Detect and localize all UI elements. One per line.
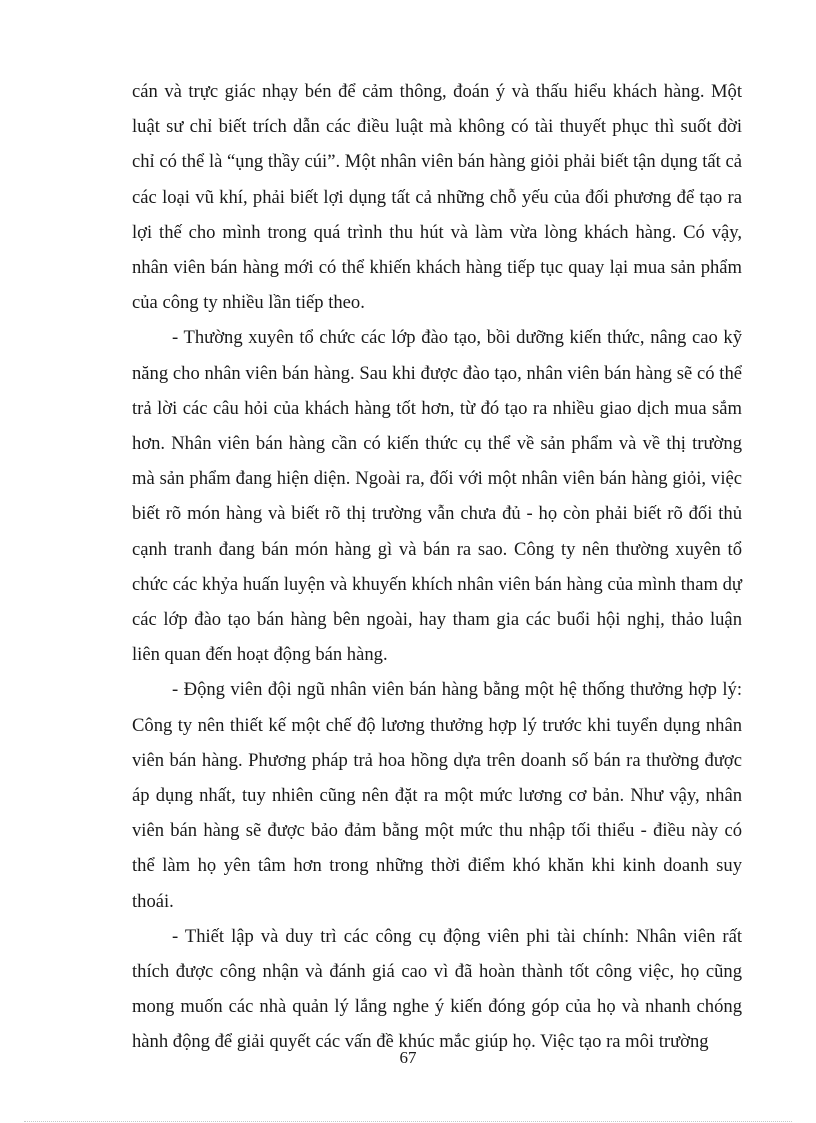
body-text [132,74,742,1060]
page-number: 67 [399,1048,417,1067]
bullet-paragraph-non-financial-motivation: - Thiết lập và duy trì các công cụ động viên phi tài chính: Nhân viên rất thích được công nhận và đánh giá cao vì đã hoàn thành tốt công việc, họ cũng mong muốn các nhà quản lý lắng nghe ý kiến đóng góp của họ và nhanh chóng hành động để giải quyết các vấn đề khúc mắc giúp họ. Việc tạo ra môi trường [132,925,742,1053]
page-bottom-divider [24,1121,792,1122]
bullet-paragraph-reward-system: - Động viên đội ngũ nhân viên bán hàng bằng một hệ thống thưởng hợp lý: Công ty nên thiết kế một chế độ lương thưởng hợp lý trước khi tuyển dụng nhân viên bán hàng. Phương pháp trả hoa hồng dựa trên doanh số bán ra thường được áp dụng nhất, tuy nhiên cũng nên đặt ra một mức lương cơ bản. Như vậy, nhân viên bán hàng sẽ được bảo đảm bằng một mức thu nhập tối thiểu - điều này có thể làm họ yên tâm hơn trong những thời điểm khó khăn khi kinh doanh suy thoái. [132,679,742,912]
paragraph-continuation: cán và trực giác nhạy bén để cảm thông, đoán ý và thấu hiểu khách hàng. Một luật sư chỉ biết trích dẫn các điều luật mà không có tài thuyết phục thì suốt đời chỉ có thể là “ụng thầy cúi”. Một nhân viên bán hàng giỏi phải biết tận dụng tất cả các loại vũ khí, phải biết lợi dụng tất cả những chỗ yếu của đối phương để tạo ra lợi thế cho mình trong quá trình thu hút và làm vừa lòng khách hàng. Có vậy, nhân viên bán hàng mới có thể khiến khách hàng tiếp tục quay lại mua sản phẩm của công ty nhiều lần tiếp theo. [132,81,742,314]
bullet-paragraph-training: - Thường xuyên tổ chức các lớp đào tạo, bồi dưỡng kiến thức, nâng cao kỹ năng cho nhân viên bán hàng. Sau khi được đào tạo, nhân viên bán hàng sẽ có thể trả lời các câu hỏi của khách hàng tốt hơn, từ đó tạo ra nhiều giao dịch mua sắm hơn. Nhân viên bán hàng cần có kiến thức cụ thể về sản phẩm và về thị trường mà sản phẩm đang hiện diện. Ngoài ra, đối với một nhân viên bán hàng giỏi, việc biết rõ món hàng và biết rõ thị trường vẫn chưa đủ - họ còn phải biết rõ đối thủ cạnh tranh đang bán món hàng gì và bán ra sao. Công ty nên thường xuyên tổ chức các khỷa huấn luyện và khuyến khích nhân viên bán hàng của mình tham dự các lớp đào tạo bán hàng bên ngoài, hay tham gia các buổi hội nghị, thảo luận liên quan đến hoạt động bán hàng. [132,327,742,666]
